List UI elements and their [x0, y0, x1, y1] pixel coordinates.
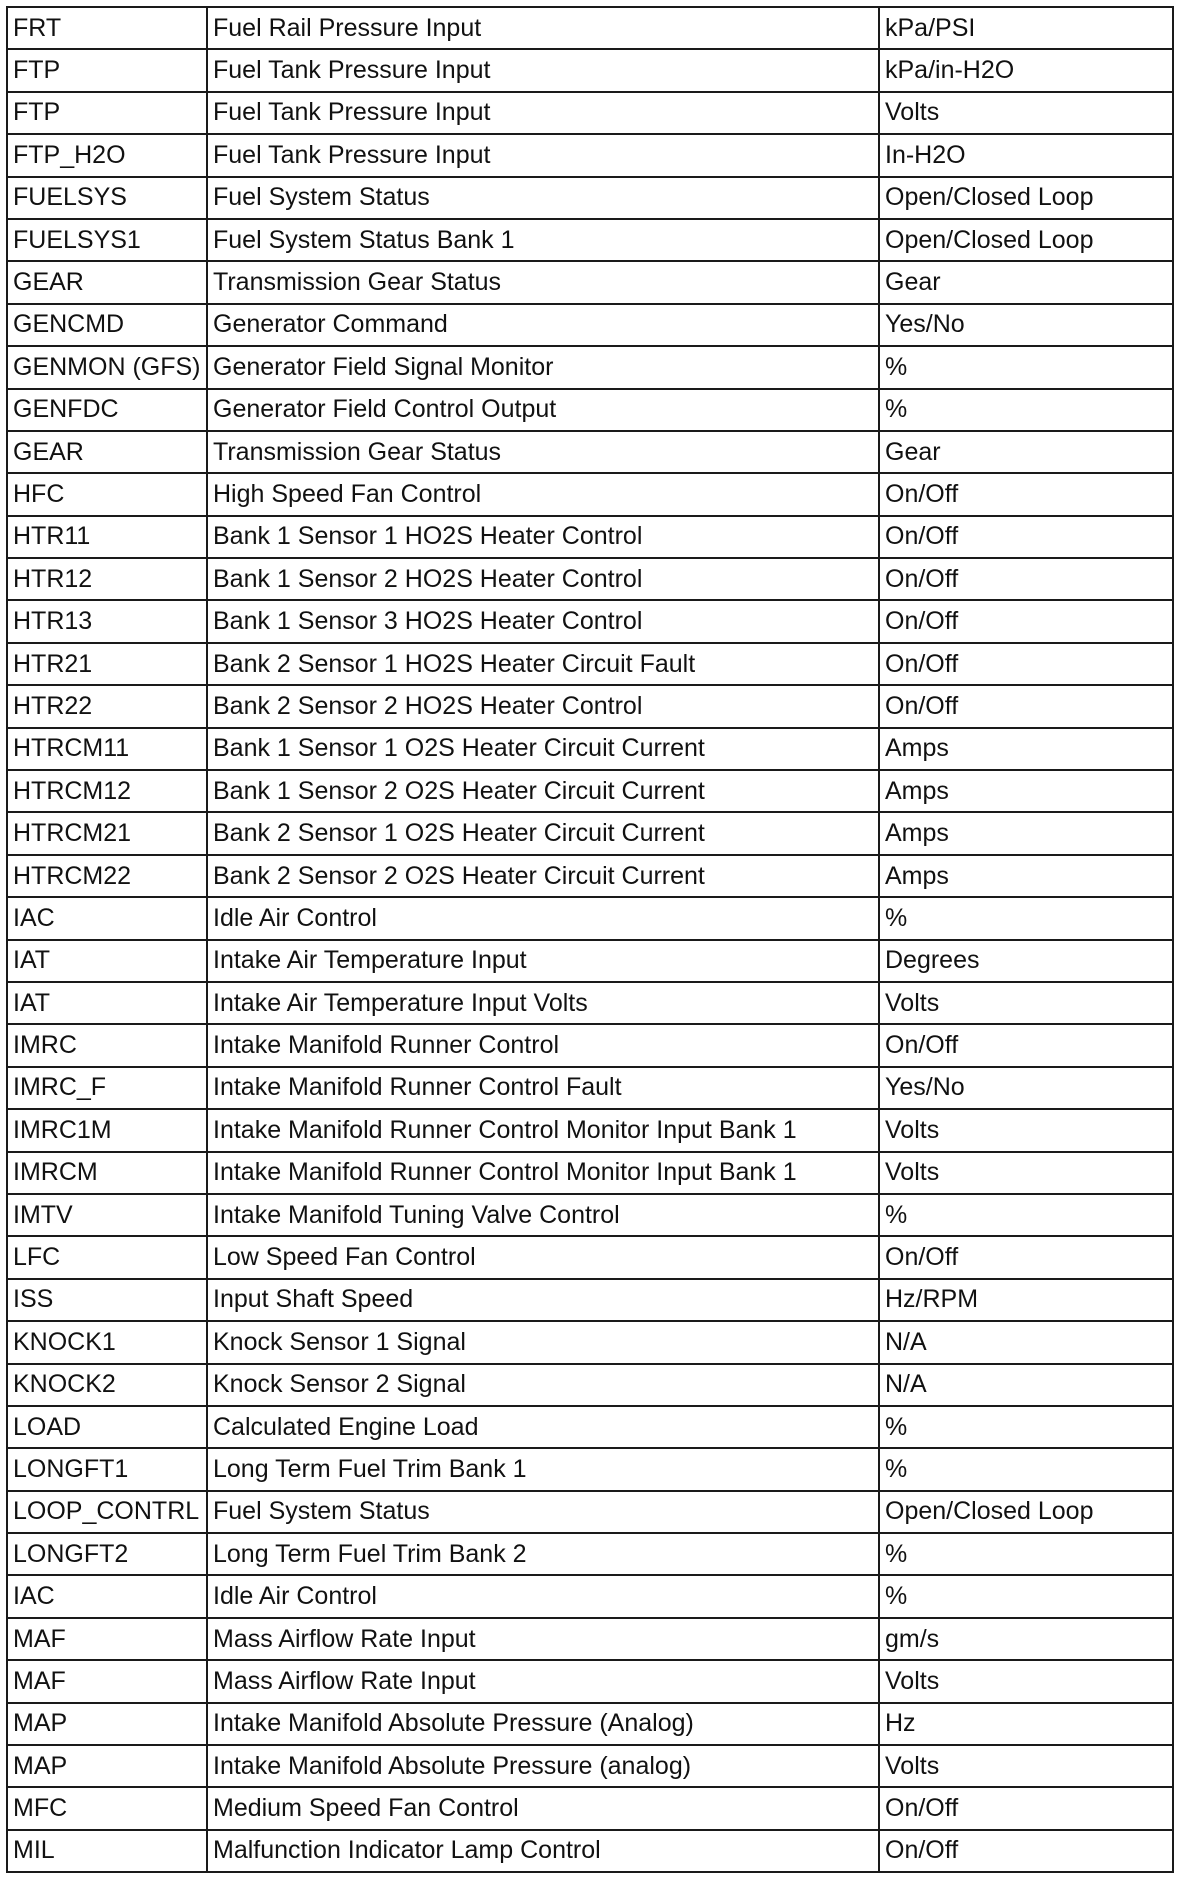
pid-units-cell: On/Off — [879, 1236, 1173, 1278]
pid-units-cell: Open/Closed Loop — [879, 1491, 1173, 1533]
pid-acronym-cell: HTRCM12 — [7, 770, 207, 812]
pid-units-cell: On/Off — [879, 1830, 1173, 1872]
table-row — [7, 177, 1173, 219]
pid-units-cell: Amps — [879, 855, 1173, 897]
table-row — [7, 92, 1173, 134]
pid-description-cell: Intake Manifold Runner Control — [207, 1024, 879, 1066]
table-row — [7, 897, 1173, 939]
pid-acronym-cell: HTRCM22 — [7, 855, 207, 897]
pid-description-cell: Fuel System Status Bank 1 — [207, 219, 879, 261]
pid-units-cell: % — [879, 1194, 1173, 1236]
pid-units-cell: Hz — [879, 1703, 1173, 1745]
table-row — [7, 1109, 1173, 1151]
pid-units-cell: Yes/No — [879, 1067, 1173, 1109]
pid-units-cell: On/Off — [879, 516, 1173, 558]
pid-units-cell: Volts — [879, 92, 1173, 134]
pid-acronym-cell: KNOCK2 — [7, 1364, 207, 1406]
pid-acronym-cell: MAF — [7, 1660, 207, 1702]
table-row — [7, 1703, 1173, 1745]
pid-acronym-cell: FTP — [7, 49, 207, 91]
pid-description-cell: Bank 1 Sensor 1 HO2S Heater Control — [207, 516, 879, 558]
table-row — [7, 134, 1173, 176]
pid-units-cell: Open/Closed Loop — [879, 177, 1173, 219]
table-row — [7, 1660, 1173, 1702]
table-row — [7, 1406, 1173, 1448]
pid-description-cell: Knock Sensor 2 Signal — [207, 1364, 879, 1406]
pid-units-cell: Yes/No — [879, 304, 1173, 346]
pid-units-cell: On/Off — [879, 558, 1173, 600]
pid-acronym-cell: FRT — [7, 7, 207, 49]
table-row — [7, 1279, 1173, 1321]
pid-description-cell: Bank 1 Sensor 1 O2S Heater Circuit Current — [207, 728, 879, 770]
pid-description-cell: Transmission Gear Status — [207, 261, 879, 303]
pid-units-cell: Volts — [879, 1109, 1173, 1151]
pid-acronym-cell: LOAD — [7, 1406, 207, 1448]
pid-description-cell: Intake Air Temperature Input Volts — [207, 982, 879, 1024]
pid-units-cell: On/Off — [879, 685, 1173, 727]
pid-description-cell: Calculated Engine Load — [207, 1406, 879, 1448]
table-row — [7, 431, 1173, 473]
pid-acronym-cell: GENCMD — [7, 304, 207, 346]
pid-description-cell: High Speed Fan Control — [207, 473, 879, 515]
table-row — [7, 685, 1173, 727]
table-row — [7, 1236, 1173, 1278]
pid-acronym-cell: MAF — [7, 1618, 207, 1660]
pid-description-cell: Intake Manifold Runner Control Monitor Input Bank 1 — [207, 1109, 879, 1151]
pid-description-cell: Long Term Fuel Trim Bank 1 — [207, 1448, 879, 1490]
pid-acronym-cell: MIL — [7, 1830, 207, 1872]
pid-acronym-cell: GENFDC — [7, 389, 207, 431]
pid-acronym-cell: HTR13 — [7, 600, 207, 642]
table-row — [7, 1024, 1173, 1066]
pid-units-cell: Volts — [879, 982, 1173, 1024]
table-row — [7, 982, 1173, 1024]
table-row — [7, 219, 1173, 261]
pid-acronym-cell: GEAR — [7, 431, 207, 473]
table-row — [7, 49, 1173, 91]
pid-acronym-cell: IMRC1M — [7, 1109, 207, 1151]
pid-acronym-cell: LFC — [7, 1236, 207, 1278]
table-row — [7, 1321, 1173, 1363]
pid-description-cell: Long Term Fuel Trim Bank 2 — [207, 1533, 879, 1575]
pid-description-cell: Fuel System Status — [207, 177, 879, 219]
table-row — [7, 1745, 1173, 1787]
table-row — [7, 261, 1173, 303]
table-row — [7, 1575, 1173, 1617]
pid-description-cell: Knock Sensor 1 Signal — [207, 1321, 879, 1363]
pid-table-body — [7, 7, 1173, 1872]
table-row — [7, 940, 1173, 982]
pid-acronym-cell: IMRC_F — [7, 1067, 207, 1109]
pid-acronym-cell: MAP — [7, 1703, 207, 1745]
pid-units-cell: Amps — [879, 812, 1173, 854]
pid-description-cell: Medium Speed Fan Control — [207, 1787, 879, 1829]
pid-description-cell: Intake Manifold Runner Control Fault — [207, 1067, 879, 1109]
table-row — [7, 600, 1173, 642]
pid-description-cell: Fuel System Status — [207, 1491, 879, 1533]
table-row — [7, 1787, 1173, 1829]
table-row — [7, 1533, 1173, 1575]
pid-definition-table — [6, 6, 1174, 1873]
pid-description-cell: Intake Manifold Tuning Valve Control — [207, 1194, 879, 1236]
pid-acronym-cell: HFC — [7, 473, 207, 515]
pid-description-cell: Mass Airflow Rate Input — [207, 1618, 879, 1660]
table-row — [7, 1364, 1173, 1406]
pid-acronym-cell: GEAR — [7, 261, 207, 303]
pid-units-cell: Hz/RPM — [879, 1279, 1173, 1321]
table-row — [7, 304, 1173, 346]
pid-description-cell: Generator Field Control Output — [207, 389, 879, 431]
table-row — [7, 1152, 1173, 1194]
pid-description-cell: Generator Command — [207, 304, 879, 346]
table-row — [7, 1194, 1173, 1236]
pid-acronym-cell: MFC — [7, 1787, 207, 1829]
pid-description-cell: Bank 2 Sensor 1 HO2S Heater Circuit Fault — [207, 643, 879, 685]
pid-description-cell: Bank 2 Sensor 2 O2S Heater Circuit Current — [207, 855, 879, 897]
pid-description-cell: Fuel Tank Pressure Input — [207, 134, 879, 176]
table-row — [7, 389, 1173, 431]
table-row — [7, 1067, 1173, 1109]
pid-units-cell: In-H2O — [879, 134, 1173, 176]
table-row — [7, 1448, 1173, 1490]
table-row — [7, 1830, 1173, 1872]
pid-acronym-cell: MAP — [7, 1745, 207, 1787]
pid-units-cell: On/Off — [879, 600, 1173, 642]
pid-acronym-cell: GENMON (GFS) — [7, 346, 207, 388]
table-row — [7, 473, 1173, 515]
pid-acronym-cell: HTR22 — [7, 685, 207, 727]
pid-acronym-cell: HTR11 — [7, 516, 207, 558]
pid-acronym-cell: IAT — [7, 982, 207, 1024]
pid-units-cell: Degrees — [879, 940, 1173, 982]
pid-description-cell: Intake Air Temperature Input — [207, 940, 879, 982]
table-row — [7, 346, 1173, 388]
pid-units-cell: Volts — [879, 1660, 1173, 1702]
pid-acronym-cell: IMTV — [7, 1194, 207, 1236]
pid-acronym-cell: IMRC — [7, 1024, 207, 1066]
pid-units-cell: On/Off — [879, 1024, 1173, 1066]
pid-description-cell: Low Speed Fan Control — [207, 1236, 879, 1278]
pid-description-cell: Intake Manifold Absolute Pressure (Analog) — [207, 1703, 879, 1745]
pid-description-cell: Idle Air Control — [207, 897, 879, 939]
pid-description-cell: Intake Manifold Runner Control Monitor Input Bank 1 — [207, 1152, 879, 1194]
table-row — [7, 643, 1173, 685]
pid-acronym-cell: LONGFT2 — [7, 1533, 207, 1575]
pid-description-cell: Bank 1 Sensor 3 HO2S Heater Control — [207, 600, 879, 642]
pid-description-cell: Generator Field Signal Monitor — [207, 346, 879, 388]
pid-units-cell: % — [879, 1406, 1173, 1448]
pid-acronym-cell: IMRCM — [7, 1152, 207, 1194]
pid-units-cell: % — [879, 1533, 1173, 1575]
table-row — [7, 728, 1173, 770]
pid-acronym-cell: LOOP_CONTRL — [7, 1491, 207, 1533]
pid-units-cell: kPa/PSI — [879, 7, 1173, 49]
pid-units-cell: % — [879, 1448, 1173, 1490]
pid-units-cell: gm/s — [879, 1618, 1173, 1660]
pid-units-cell: On/Off — [879, 643, 1173, 685]
table-row — [7, 7, 1173, 49]
pid-acronym-cell: IAC — [7, 897, 207, 939]
table-row — [7, 516, 1173, 558]
pid-description-cell: Idle Air Control — [207, 1575, 879, 1617]
pid-description-cell: Malfunction Indicator Lamp Control — [207, 1830, 879, 1872]
pid-acronym-cell: FTP_H2O — [7, 134, 207, 176]
pid-acronym-cell: LONGFT1 — [7, 1448, 207, 1490]
pid-description-cell: Bank 1 Sensor 2 HO2S Heater Control — [207, 558, 879, 600]
pid-units-cell: % — [879, 346, 1173, 388]
pid-description-cell: Bank 1 Sensor 2 O2S Heater Circuit Current — [207, 770, 879, 812]
table-row — [7, 1491, 1173, 1533]
pid-units-cell: On/Off — [879, 1787, 1173, 1829]
pid-acronym-cell: IAC — [7, 1575, 207, 1617]
pid-description-cell: Bank 2 Sensor 1 O2S Heater Circuit Current — [207, 812, 879, 854]
pid-units-cell: Amps — [879, 770, 1173, 812]
pid-description-cell: Fuel Tank Pressure Input — [207, 49, 879, 91]
pid-acronym-cell: KNOCK1 — [7, 1321, 207, 1363]
pid-units-cell: % — [879, 1575, 1173, 1617]
pid-description-cell: Intake Manifold Absolute Pressure (analog) — [207, 1745, 879, 1787]
pid-units-cell: Volts — [879, 1745, 1173, 1787]
pid-units-cell: N/A — [879, 1321, 1173, 1363]
pid-units-cell: N/A — [879, 1364, 1173, 1406]
pid-units-cell: % — [879, 897, 1173, 939]
pid-units-cell: Open/Closed Loop — [879, 219, 1173, 261]
pid-acronym-cell: FUELSYS1 — [7, 219, 207, 261]
pid-acronym-cell: ISS — [7, 1279, 207, 1321]
pid-description-cell: Transmission Gear Status — [207, 431, 879, 473]
pid-description-cell: Mass Airflow Rate Input — [207, 1660, 879, 1702]
pid-acronym-cell: IAT — [7, 940, 207, 982]
table-row — [7, 558, 1173, 600]
pid-units-cell: kPa/in-H2O — [879, 49, 1173, 91]
pid-description-cell: Bank 2 Sensor 2 HO2S Heater Control — [207, 685, 879, 727]
pid-acronym-cell: FUELSYS — [7, 177, 207, 219]
pid-units-cell: On/Off — [879, 473, 1173, 515]
pid-units-cell: % — [879, 389, 1173, 431]
pid-acronym-cell: HTRCM11 — [7, 728, 207, 770]
pid-units-cell: Volts — [879, 1152, 1173, 1194]
pid-acronym-cell: HTRCM21 — [7, 812, 207, 854]
pid-acronym-cell: HTR12 — [7, 558, 207, 600]
pid-units-cell: Amps — [879, 728, 1173, 770]
pid-acronym-cell: HTR21 — [7, 643, 207, 685]
pid-description-cell: Input Shaft Speed — [207, 1279, 879, 1321]
pid-description-cell: Fuel Tank Pressure Input — [207, 92, 879, 134]
pid-description-cell: Fuel Rail Pressure Input — [207, 7, 879, 49]
pid-units-cell: Gear — [879, 431, 1173, 473]
pid-units-cell: Gear — [879, 261, 1173, 303]
table-row — [7, 770, 1173, 812]
table-row — [7, 1618, 1173, 1660]
table-row — [7, 855, 1173, 897]
table-row — [7, 812, 1173, 854]
pid-acronym-cell: FTP — [7, 92, 207, 134]
